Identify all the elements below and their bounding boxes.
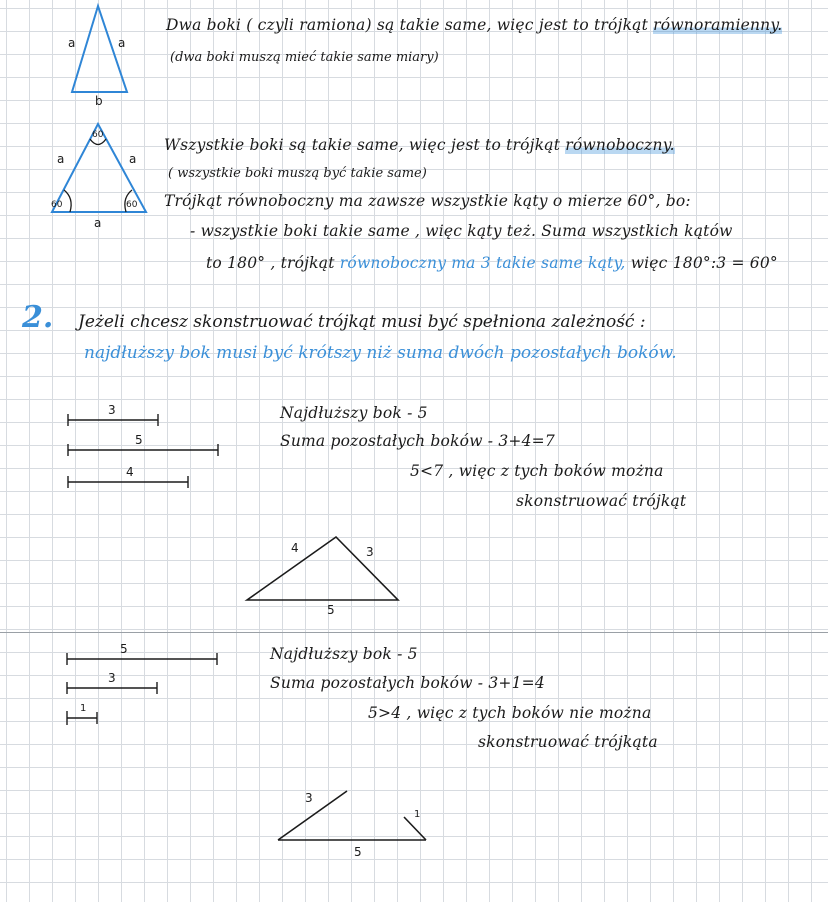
example1-line2: Suma pozostałych boków - 3+4=7 — [280, 432, 555, 450]
equilateral-line5 — [206, 254, 778, 272]
constructed-triangle — [247, 537, 398, 600]
segment-3-label: 3 — [108, 403, 116, 417]
equilateral-line1-text: Wszystkie boki są takie same, więc jest to trójkąt — [164, 136, 561, 154]
section-number: 2. — [22, 300, 54, 335]
equilateral-side-right: a — [129, 152, 137, 166]
isosceles-line1 — [166, 16, 782, 34]
segment-3b-label: 3 — [108, 671, 116, 685]
equilateral-side-bottom: a — [94, 216, 102, 230]
segment-5b — [67, 653, 217, 665]
example1-line4: skonstruować trójkąt — [516, 492, 687, 510]
angle-left-label: 60 — [51, 200, 63, 210]
segment-1b-label: 1 — [80, 703, 87, 714]
segment-5b-label: 5 — [120, 642, 128, 656]
rule-line1: Jeżeli chcesz skonstruować trójkąt musi być spełniona zależność : — [78, 312, 646, 332]
segment-5-label: 5 — [135, 433, 143, 447]
angle-arc-left — [64, 190, 71, 212]
example2-line3: 5>4 , więc z tych boków nie można — [368, 704, 652, 722]
isosceles-side-a-left: a — [68, 36, 76, 50]
equilateral-line1 — [164, 136, 675, 154]
fig-left-label: 3 — [305, 791, 313, 805]
failed-triangle — [278, 791, 426, 840]
example2-line4: skonstruować trójkąta — [478, 733, 658, 751]
isosceles-side-a-right: a — [118, 36, 126, 50]
equilateral-side-left: a — [57, 152, 65, 166]
tri-right-label: 3 — [366, 545, 374, 559]
equilateral-term: równoboczny. — [565, 136, 675, 154]
equilateral-line5-end: więc 180°:3 = 60° — [630, 254, 778, 272]
example1-line3: 5<7 , więc z tych boków można — [410, 462, 664, 480]
fig-base-label: 5 — [354, 845, 362, 859]
equilateral-line3: Trójkąt równoboczny ma zawsze wszystkie kąty o mierze 60°, bo: — [164, 192, 691, 210]
angle-right-label: 60 — [126, 200, 138, 210]
angle-top-label: 60 — [92, 130, 104, 140]
isosceles-base-b: b — [95, 94, 103, 108]
rule-line2: najdłuższy bok musi być krótszy niż suma dwóch pozostałych boków. — [84, 343, 677, 363]
equilateral-line4: - wszystkie boki takie same , więc kąty też. Suma wszystkich kątów — [190, 222, 733, 240]
example2-line1: Najdłuższy bok - 5 — [270, 645, 418, 663]
equilateral-line5-start: to 180° , trójkąt — [206, 254, 335, 272]
segment-5 — [68, 444, 218, 456]
segment-4-label: 4 — [126, 465, 134, 479]
equilateral-line2: ( wszystkie boki muszą być takie same) — [168, 166, 427, 181]
isosceles-line1-text: Dwa boki ( czyli ramiona) są takie same, więc jest to trójkąt — [166, 16, 649, 34]
equilateral-line5-blue: równoboczny ma 3 takie same kąty, — [339, 254, 626, 272]
example2-line2: Suma pozostałych boków - 3+1=4 — [270, 674, 545, 692]
example1-line1: Najdłuższy bok - 5 — [280, 404, 428, 422]
section-divider — [0, 632, 828, 633]
isosceles-term: równoramienny. — [653, 16, 783, 34]
fig-right-label: 1 — [414, 809, 421, 820]
tri-base-label: 5 — [327, 603, 335, 617]
isosceles-line2: (dwa boki muszą mieć takie same miary) — [170, 50, 439, 65]
tri-left-label: 4 — [291, 541, 299, 555]
